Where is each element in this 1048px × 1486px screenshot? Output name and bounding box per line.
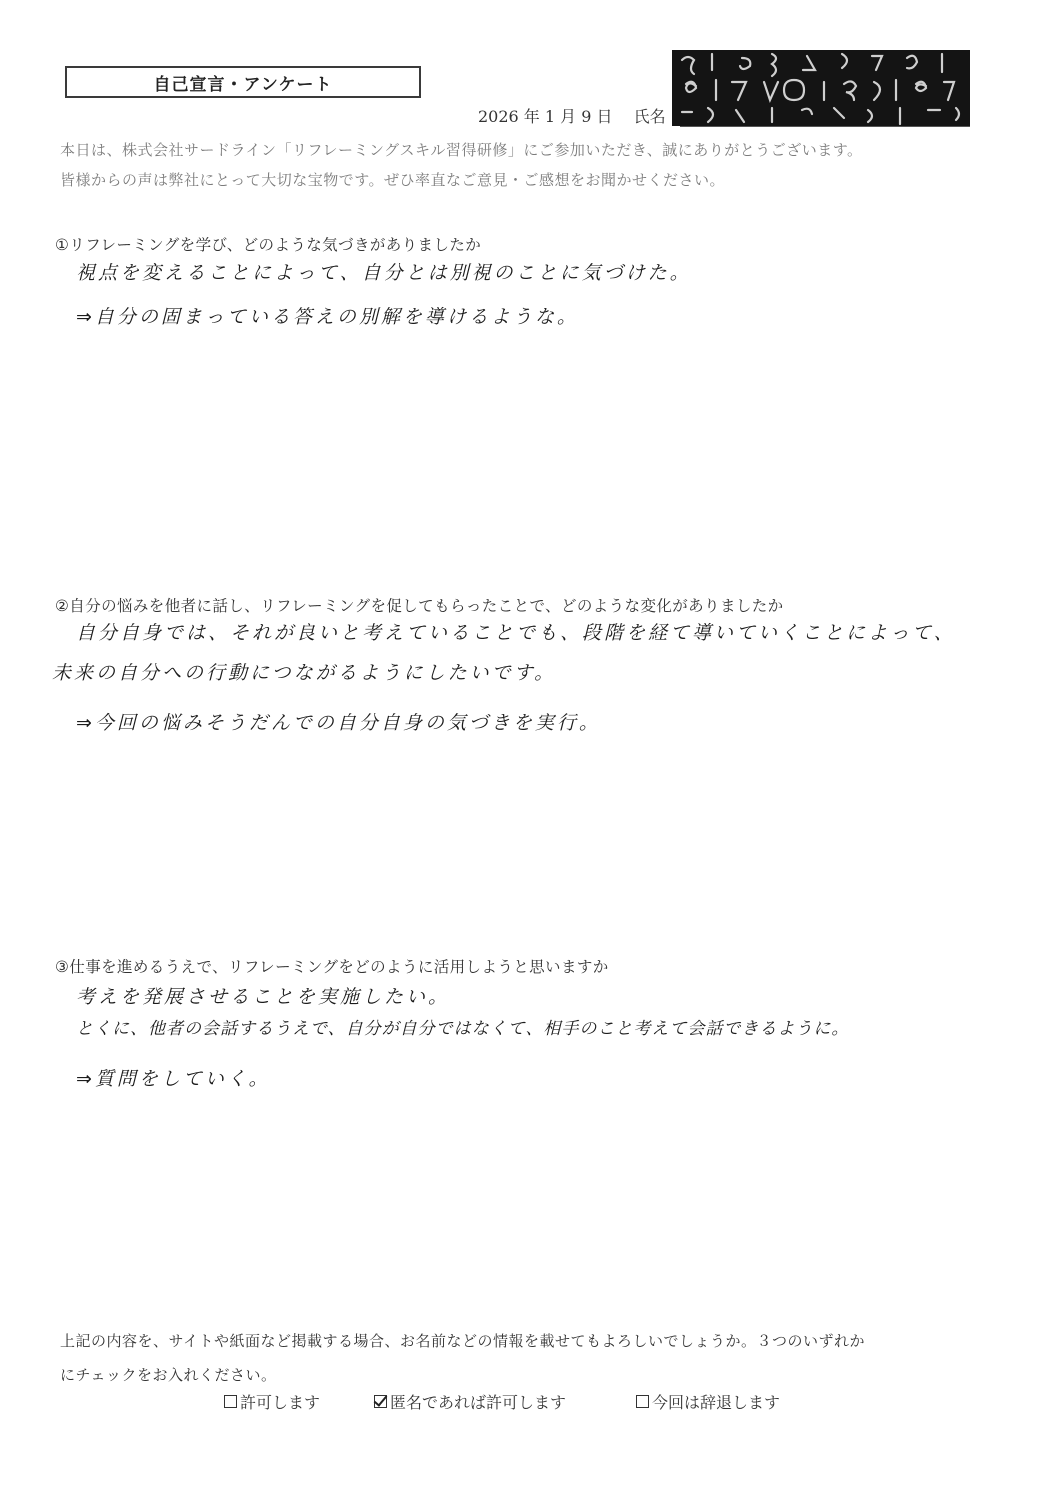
name-redaction bbox=[672, 50, 970, 126]
consent-option-anonymous[interactable] bbox=[374, 1390, 566, 1413]
intro-line-1: 本日は、株式会社サードライン「リフレーミングスキル習得研修」にご参加いただき、誠にありがとうございます。 bbox=[60, 141, 863, 159]
consent-option-allow[interactable] bbox=[224, 1390, 320, 1413]
question-2-label: ②自分の悩みを他者に話し、リフレーミングを促してもらったことで、どのような変化がありましたか bbox=[55, 597, 784, 615]
form-title-text: 自己宣言・アンケート bbox=[153, 74, 333, 95]
question-1-answer-line-1: 視点を変えることによって、自分とは別視のことに気づけた。 bbox=[76, 262, 692, 284]
consent-option-decline[interactable] bbox=[636, 1390, 780, 1413]
question-3-label: ③仕事を進めるうえで、リフレーミングをどのように活用しようと思いますか bbox=[55, 958, 609, 976]
checkbox-checked-icon[interactable] bbox=[374, 1395, 387, 1408]
question-2-answer-line-3: ⇒今回の悩みそうだんでの自分自身の気づきを実行。 bbox=[76, 712, 601, 734]
question-1-answer-line-2: ⇒自分の固まっている答えの別解を導けるような。 bbox=[76, 306, 579, 328]
consent-option-decline-label: 今回は辞退します bbox=[652, 1393, 781, 1412]
redaction-pattern-icon bbox=[672, 50, 970, 126]
form-title bbox=[65, 66, 421, 98]
checkbox-icon[interactable] bbox=[224, 1395, 237, 1408]
intro-line-2: 皆様からの声は弊社にとって大切な宝物です。ぜひ率直なご意見・ご感想をお聞かせください。 bbox=[60, 171, 726, 189]
consent-text bbox=[60, 1324, 990, 1392]
consent-line-2: にチェックをお入れください。 bbox=[60, 1366, 277, 1384]
question-1-label: ①リフレーミングを学び、どのような気づきがありましたか bbox=[55, 236, 482, 254]
question-3-answer-line-1: 考えを発展させることを実施したい。 bbox=[76, 986, 451, 1008]
intro-text bbox=[60, 135, 990, 195]
checkbox-icon[interactable] bbox=[636, 1395, 649, 1408]
question-3-answer-line-2: とくに、他者の会話するうえで、自分が自分ではなくて、相手のこと考えて会話できるように。 bbox=[76, 1019, 850, 1039]
consent-option-allow-label: 許可します bbox=[240, 1393, 321, 1412]
question-2-answer-line-1: 自分自身では、それが良いと考えていることでも、段階を経て導いていくことによって、 bbox=[76, 622, 956, 644]
name-field-underline bbox=[680, 126, 970, 127]
consent-line-1: 上記の内容を、サイトや紙面など掲載する場合、お名前などの情報を載せてもよろしいでしょうか。３つのいずれか bbox=[60, 1332, 865, 1350]
name-label: 氏名 bbox=[633, 107, 666, 126]
question-3-answer-line-3: ⇒質問をしていく。 bbox=[76, 1068, 271, 1090]
consent-option-anonymous-label: 匿名であれば許可します bbox=[390, 1393, 567, 1412]
form-date: 2026 年 1 月 9 日 bbox=[478, 107, 613, 126]
date-name-line bbox=[478, 104, 666, 127]
question-2-answer-line-2: 未来の自分への行動につながるようにしたいです。 bbox=[52, 662, 557, 684]
